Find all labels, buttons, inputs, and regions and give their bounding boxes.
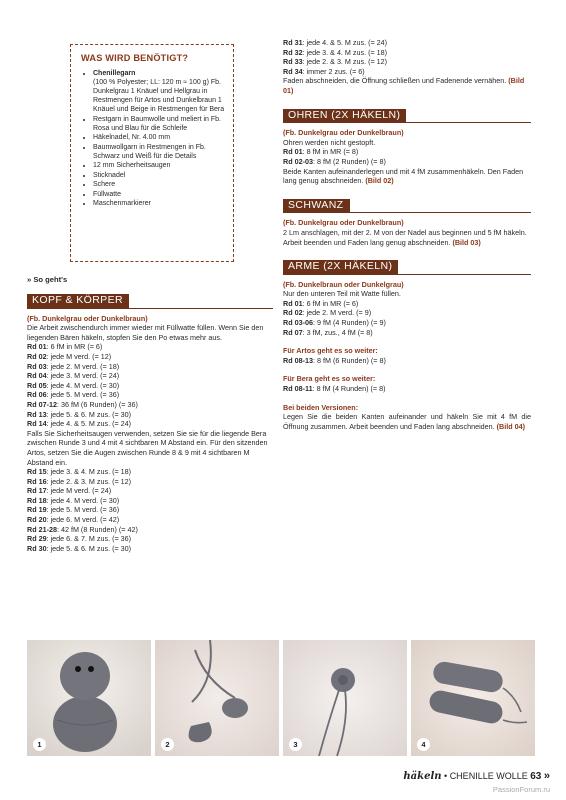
- requirements-box: [70, 44, 234, 262]
- round-label: Rd 03: [27, 361, 47, 371]
- photo-2: [155, 640, 279, 756]
- round-label: Rd 06: [27, 390, 47, 400]
- requirements-title: WAS WIRD BENÖTIGT?: [81, 53, 189, 63]
- image-ref: (Bild 02): [365, 176, 394, 186]
- page-footer: [403, 770, 550, 782]
- requirement-text: Baumwollgarn in Restmengen in Fb. Schwarz und Weiß für die Details: [93, 143, 206, 160]
- section-heading: SCHWANZ: [283, 199, 350, 213]
- round-row: [27, 390, 273, 400]
- round-row: [283, 157, 531, 167]
- requirement-item: [93, 199, 225, 208]
- round-label: Rd 01: [27, 342, 47, 352]
- round-instruction: : jede 6. M verd. (= 42): [46, 515, 120, 525]
- crochet-arms-photo: [411, 640, 535, 756]
- round-label: Rd 02: [27, 351, 47, 361]
- schwanz-body: 2 Lm anschlagen, mit der 2. M von der Nadel aus beginnen und 5 fM häkeln. Arbeit beenden und Faden lang genug abschneiden.: [283, 227, 527, 247]
- left-column: [27, 294, 273, 553]
- round-instruction: : jede 3. & 4. M zus. (= 18): [302, 47, 388, 57]
- requirement-text: Schere: [93, 181, 116, 188]
- round-row: [283, 318, 531, 328]
- both-body: Legen Sie die beiden Kanten aufeinander und häkeln Sie mit 4 fM die Öffnung zusammen. Arbeit beenden und Faden lang abschneiden.: [283, 412, 531, 431]
- requirement-item: [93, 161, 225, 170]
- crochet-bear-body-photo: [27, 640, 151, 756]
- requirement-text: (100 % Polyester; LL: 120 m ≈ 100 g) Fb. Dunkelgrau 1 Knäuel und Hellgrau in Restmengen für Artos und Dunkelbraun 1 Knäuel und Beige in Restmengen für Bera: [93, 79, 225, 113]
- round-label: Rd 30: [27, 543, 47, 553]
- round-row: [283, 48, 531, 58]
- round-label: Rd 34: [283, 66, 303, 76]
- round-row: [283, 147, 531, 157]
- section-heading: KOPF & KÖRPER: [27, 294, 129, 308]
- round-label: Rd 17: [27, 486, 47, 496]
- round-instruction: : jede 2. & 3. M zus. (= 12): [46, 476, 132, 486]
- round-label: Rd 02: [283, 308, 303, 318]
- round-instruction: : 36 fM (6 Runden) (= 36): [56, 399, 138, 409]
- round-label: Rd 29: [27, 534, 47, 544]
- round-instruction: : jede 5. & 6. M zus. (= 30): [46, 543, 132, 553]
- round-label: Rd 03-06: [283, 318, 313, 328]
- round-list: [283, 147, 531, 166]
- lets-go-label: » So geht's: [27, 275, 68, 284]
- page-number: 63: [530, 771, 542, 782]
- round-row: [27, 381, 273, 391]
- round-row: [283, 38, 531, 48]
- round-label: Rd 01: [283, 147, 303, 157]
- round-label: Rd 32: [283, 47, 303, 57]
- round-label: Rd 04: [27, 371, 47, 381]
- round-instruction: : jede 6. & 7. M zus. (= 36): [46, 534, 132, 544]
- round-label: Rd 31: [283, 38, 303, 47]
- round-row: [27, 371, 273, 381]
- round-row: [27, 400, 273, 410]
- requirement-item: [93, 190, 225, 199]
- intro-text: Die Arbeit zwischendurch immer wieder mit Füllwatte füllen. Wenn Sie den liegenden Bären häkeln, stopfen Sie den Po etwas mehr aus.: [27, 323, 264, 342]
- section-schwanz-header: [283, 199, 531, 214]
- round-instruction: : 6 fM in MR (= 6): [302, 298, 359, 308]
- round-label: Rd 08-11: [283, 384, 313, 394]
- round-label: Rd 21-28: [27, 524, 57, 534]
- round-instruction: : jede 2. & 3. M zus. (= 12): [302, 57, 388, 67]
- requirement-item: [93, 69, 225, 114]
- round-row: [27, 525, 273, 535]
- round-list: [27, 467, 273, 553]
- color-note: (Fb. Dunkelgrau oder Dunkelbraun): [283, 128, 404, 138]
- round-row: [27, 534, 273, 544]
- round-label: Rd 13: [27, 409, 47, 419]
- requirement-item: [93, 180, 225, 189]
- round-instruction: : jede 3. M verd. (= 24): [46, 371, 120, 381]
- round-instruction: : jede 4. M verd. (= 30): [46, 380, 120, 390]
- round-list: [283, 299, 531, 337]
- image-ref: (Bild 01): [283, 76, 525, 95]
- round-row: [27, 496, 273, 506]
- round-row: [27, 515, 273, 525]
- round-instruction: : 6 fM in MR (= 6): [46, 342, 103, 352]
- round-instruction: : jede 4. & 5. M zus. (= 24): [46, 419, 132, 429]
- round-list: [283, 38, 531, 76]
- image-ref: (Bild 04): [496, 421, 526, 431]
- watermark: PassionForum.ru: [492, 785, 550, 794]
- round-label: Rd 07-12: [27, 399, 57, 409]
- requirement-text: Restgarn in Baumwolle und meliert in Fb. Rosa und Blau für die Schleife: [93, 115, 222, 132]
- round-instruction: : 8 fM (4 Runden) (= 8): [312, 384, 386, 394]
- photo-number: 3: [289, 738, 302, 751]
- footer-section: CHENILLE WOLLE: [449, 771, 528, 781]
- eye-note: Falls Sie Sicherheitsaugen verwenden, setzen Sie sie für die liegende Bera zwischen Runde 3 und 4 mit 4 sichtbaren M Abstand ein. Für den sitzenden Artos, setzen Sie die Augen zwischen Runde 8 & 9 mit 4 sichtbaren M Abstand ein.: [27, 428, 268, 467]
- round-row: [283, 356, 531, 366]
- requirement-strong: Chenillegarn: [93, 70, 136, 77]
- round-label: Rd 02-03: [283, 156, 313, 166]
- ohren-text: [283, 167, 531, 186]
- round-row: [27, 467, 273, 477]
- intro-text: Ohren werden nicht gestopft.: [283, 137, 376, 147]
- crochet-tail-photo: [283, 640, 407, 756]
- photo-number: 2: [161, 738, 174, 751]
- requirement-item: [93, 171, 225, 180]
- round-instruction: : jede M verd. (= 12): [46, 351, 112, 361]
- bera-heading: Für Bera geht es so weiter:: [283, 374, 376, 384]
- requirement-text: 12 mm Sicherheitsaugen: [93, 162, 171, 169]
- round-instruction: : jede 5. M verd. (= 36): [46, 505, 120, 515]
- round-row: [283, 299, 531, 309]
- round-instruction: : jede 3. & 4. M zus. (= 18): [46, 467, 132, 477]
- round-row: [27, 505, 273, 515]
- color-note: (Fb. Dunkelbraun oder Dunkelgrau): [283, 279, 404, 289]
- round-row: [27, 544, 273, 554]
- finish-text: [283, 76, 531, 95]
- photo-1: [27, 640, 151, 756]
- footer-brand: häkeln: [403, 771, 442, 782]
- round-instruction: : jede 2. M verd. (= 9): [302, 308, 372, 318]
- section-kopf-header: [27, 294, 273, 309]
- round-instruction: : 3 fM, zus., 4 fM (= 8): [302, 327, 373, 337]
- requirement-text: Füllwatte: [93, 190, 122, 198]
- schwanz-text: [283, 228, 531, 247]
- requirement-text: Häkelnadel, Nr. 4.00 mm: [93, 134, 171, 141]
- intro-text: Nur den unteren Teil mit Watte füllen.: [283, 289, 401, 299]
- round-list: [27, 342, 273, 428]
- round-row: [27, 477, 273, 487]
- round-row: [283, 67, 531, 77]
- crochet-ear-photo: [155, 640, 279, 756]
- right-column: [283, 38, 531, 431]
- requirements-list: [81, 69, 225, 208]
- round-instruction: : 8 fM in MR (= 8): [302, 147, 359, 157]
- photo-number: 1: [33, 738, 46, 751]
- artos-heading: Für Artos geht es so weiter:: [283, 346, 378, 356]
- round-instruction: : 8 fM (2 Runden) (= 8): [312, 156, 386, 166]
- round-list: [283, 384, 531, 394]
- section-heading: OHREN (2X HÄKELN): [283, 109, 406, 123]
- ohren-body: Beide Kanten aufeinanderlegen und mit 4 fM zusammenhäkeln. Den Faden lang genug abschneiden.: [283, 166, 524, 186]
- round-instruction: : jede 4. & 5. M zus. (= 24): [302, 38, 388, 47]
- round-instruction: : 42 fM (8 Runden) (= 42): [56, 524, 138, 534]
- requirement-item: [93, 143, 225, 161]
- round-row: [27, 419, 273, 429]
- round-label: Rd 19: [27, 505, 47, 515]
- photo-3: [283, 640, 407, 756]
- round-row: [283, 308, 531, 318]
- round-instruction: : jede 4. M verd. (= 30): [46, 495, 120, 505]
- round-label: Rd 08-13: [283, 355, 313, 365]
- round-row: [27, 362, 273, 372]
- footer-separator: •: [441, 771, 450, 781]
- photo-number: 4: [417, 738, 430, 751]
- requirement-text: Maschenmarkierer: [93, 200, 151, 207]
- color-note: (Fb. Dunkelgrau oder Dunkelbraun): [283, 218, 404, 228]
- both-heading: Bei beiden Versionen:: [283, 402, 359, 412]
- round-instruction: : jede M verd. (= 24): [46, 486, 112, 496]
- round-instruction: : 8 fM (6 Runden) (= 8): [312, 355, 386, 365]
- requirement-item: [93, 115, 225, 133]
- round-row: [283, 57, 531, 67]
- next-arrow: »: [543, 770, 550, 782]
- round-instruction: : jede 5. M verd. (= 36): [46, 390, 120, 400]
- both-text: [283, 412, 531, 431]
- round-instruction: : immer 2 zus. (= 6): [302, 66, 365, 76]
- requirement-text: Sticknadel: [93, 171, 126, 179]
- round-row: [283, 384, 531, 394]
- round-row: [27, 352, 273, 362]
- round-label: Rd 15: [27, 467, 47, 477]
- round-instruction: : 9 fM (4 Runden) (= 9): [312, 318, 386, 328]
- round-label: Rd 20: [27, 515, 47, 525]
- round-row: [27, 342, 273, 352]
- photo-4: [411, 640, 535, 756]
- round-label: Rd 18: [27, 495, 47, 505]
- round-label: Rd 01: [283, 298, 303, 308]
- round-label: Rd 07: [283, 327, 303, 337]
- round-label: Rd 14: [27, 419, 47, 429]
- round-instruction: : jede 2. M verd. (= 18): [46, 361, 120, 371]
- color-note: (Fb. Dunkelgrau oder Dunkelbraun): [27, 313, 148, 323]
- section-heading: ARME (2X HÄKELN): [283, 260, 398, 274]
- round-label: Rd 16: [27, 476, 47, 486]
- round-row: [27, 410, 273, 420]
- round-row: [283, 328, 531, 338]
- round-list: [283, 356, 531, 366]
- round-instruction: : jede 5. & 6. M zus. (= 30): [46, 409, 132, 419]
- finish-body: Faden abschneiden, die Öffnung schließen und Fadenende vernähen.: [283, 76, 509, 86]
- section-ohren-header: [283, 109, 531, 124]
- round-row: [27, 486, 273, 496]
- requirement-item: [93, 133, 225, 142]
- round-label: Rd 33: [283, 57, 303, 67]
- round-label: Rd 05: [27, 380, 47, 390]
- section-arme-header: [283, 260, 531, 275]
- image-ref: (Bild 03): [452, 237, 481, 247]
